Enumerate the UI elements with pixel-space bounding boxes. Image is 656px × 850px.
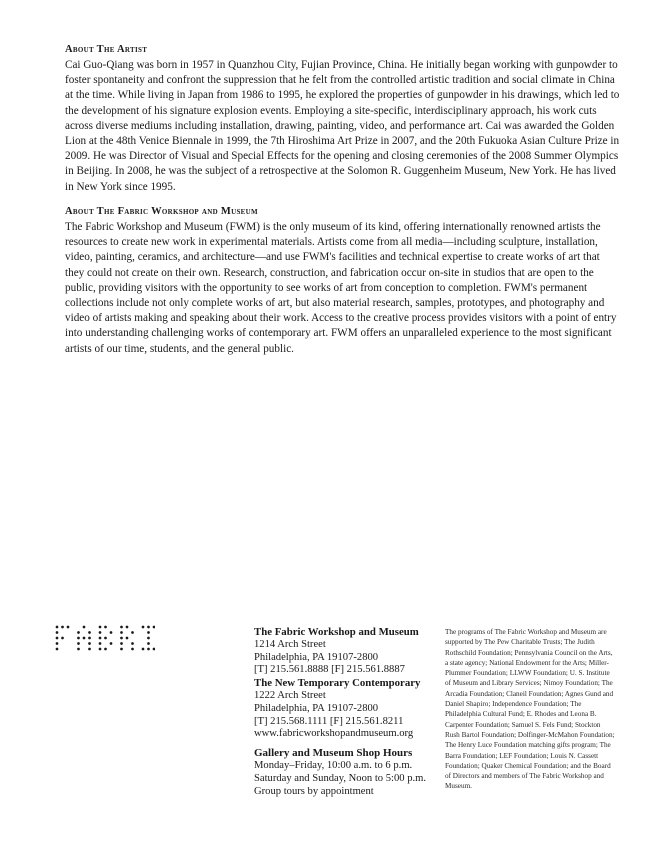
ntc-phone: [T] 215.568.1111 [F] 215.561.8211 <box>254 715 404 727</box>
fwm-street: 1214 Arch Street <box>254 638 326 650</box>
about-fwm-heading: About The Fabric Workshop and Museum <box>65 206 258 217</box>
sponsors-text: The programs of The Fabric Workshop and Museum are supported by The Pew Charitable Trusts; The Judith Rothschild Foundation; Pennsylvania Council on the Arts, a state agency; National Endowment for the Arts; Miller-Plummer Foundation; LLWW Foundation; U. S. Institute of Museum and Library Services; Nimoy Foundation; The Arcadia Foundation; Claneil Foundation; Agnes Gund and Daniel Shapiro; Independence Foundation; The Philadelphia Cultural Fund; E. Rhodes and Leona B. Carpenter Foundation; Samuel S. Fels Fund; Stockton Rush Bartol Foundation; Dolfinger-McMahon Foundation; The Henry Luce Foundation matching gifts program; The Barra Foundation; LEF Foundation; Louis N. Cassett Foundation; Quaker Chemical Foundation; and the Board of Directors and members of The Fabric Workshop and Museum. <box>445 628 615 791</box>
about-artist-section <box>65 43 620 195</box>
hours-tours: Group tours by appointment <box>254 785 374 797</box>
about-artist-heading: About The Artist <box>65 44 148 55</box>
fwm-dot-logo-icon <box>55 624 155 658</box>
fwm-city: Philadelphia, PA 19107-2800 <box>254 651 379 663</box>
hours-weekend: Saturday and Sunday, Noon to 5:00 p.m. <box>254 772 427 784</box>
website-link[interactable]: www.fabricworkshopandmuseum.org <box>254 728 414 740</box>
ntc-name: The New Temporary Contemporary <box>254 677 421 690</box>
contact-block <box>254 626 434 798</box>
hours-title: Gallery and Museum Shop Hours <box>254 747 413 760</box>
fwm-phone: [T] 215.561.8888 [F] 215.561.8887 <box>254 664 405 676</box>
fwm-name: The Fabric Workshop and Museum <box>254 626 419 638</box>
ntc-street: 1222 Arch Street <box>254 689 326 701</box>
ntc-city: Philadelphia, PA 19107-2800 <box>254 702 379 714</box>
about-fwm-body: The Fabric Workshop and Museum (FWM) is the only museum of its kind, offering internationally renowned artists the resources to create new work in experimental materials. Artists come from all media—including sculpture, installation, video, painting, ceramics, and architecture—and use FWM's facilities and technical expertise to create works of art that they could not create on their own. Research, construction, and fabrication occur on-site in studios that are open to the public, providing visitors with the opportunity to see works of art from conception to completion. FWM's permanent collections include not only complete works of art, but also material research, samples, prototypes, and photography and video of artists making and speaking about their work. Access to the creative process provides visitors with a point of entry into understanding challenging works of contemporary art. FWM offers an unparalleled experience to the most significant artists of our time, students, and the general public. <box>65 221 617 355</box>
about-fwm-section <box>65 205 620 357</box>
hours-weekday: Monday–Friday, 10:00 a.m. to 6 p.m. <box>254 759 413 771</box>
about-artist-body: Cai Guo-Qiang was born in 1957 in Quanzhou City, Fujian Province, China. He initially began working with gunpowder to foster spontaneity and confront the suppression that he felt from the controlled artistic tradition and social climate in China at the time. While living in Japan from 1986 to 1995, he explored the properties of gunpowder in his drawings, which led to the development of his signature explosion events. Employing a site-specific, interdisciplinary approach, his work cuts across diverse mediums including installation, drawing, painting, video, and performance art. Cai was awarded the Golden Lion at the 48th Venice Biennale in 1999, the 7th Hiroshima Art Prize in 2007, and the 20th Fukuoka Asian Culture Prize in 2009. He was Director of Visual and Special Effects for the opening and closing ceremonies of the 2008 Summer Olympics in Beijing. In 2008, he was the subject of a retrospective at the Solomon R. Guggenheim Museum, New York. He has lived in New York since 1995. <box>65 59 620 193</box>
